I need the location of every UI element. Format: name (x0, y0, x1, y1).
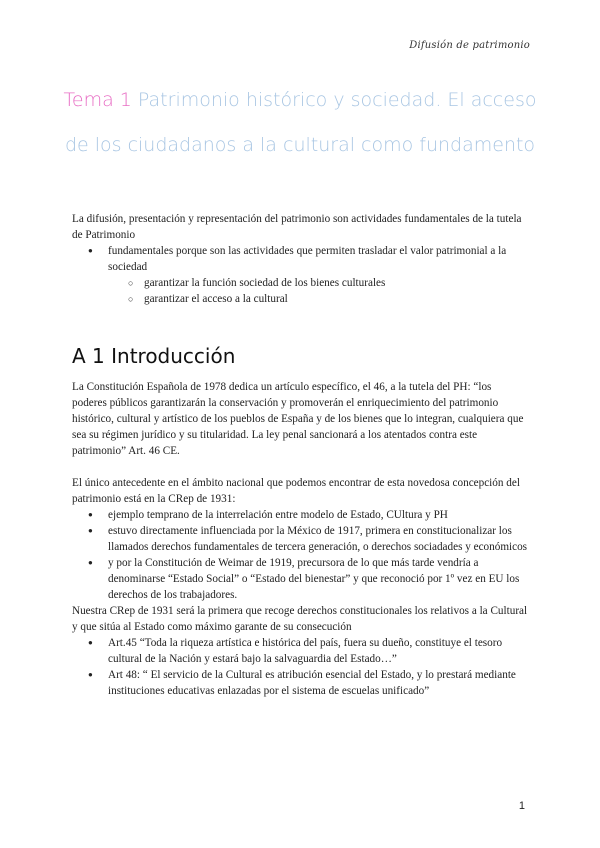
intro-sub-bullet: ○ garantizar la función sociedad de los bienes culturales (72, 275, 528, 291)
section-list-2 (72, 507, 528, 603)
page-number: 1 (518, 800, 525, 812)
page-title (60, 78, 540, 168)
list-item: ● Art.45 “Toda la riqueza artística e histórica del país, fuera su dueño, constituye el tesoro cultural de la Nación y estará bajo la salvaguardia del Estado…” (72, 635, 528, 667)
intro-sub-bullet: ○ garantizar el acceso a la cultural (72, 291, 528, 307)
section-heading: A 1 Introducción (72, 344, 236, 368)
intro-block (72, 211, 528, 307)
list-item: ● y por la Constitución de Weimar de 1919, precursora de lo que más tarde vendría a denominarse “Estado Social” o “Estado del bienestar” y que reconoció por 1º vez en EU los derechos de los trabajadores. (72, 555, 528, 603)
list-item: ● ejemplo temprano de la interrelación entre modelo de Estado, CUltura y PH (72, 507, 528, 523)
section-list-3 (72, 635, 528, 699)
section-paragraph-2: El único antecedente en el ámbito nacional que podemos encontrar de esta novedosa concepción del patrimonio está en la CRep de 1931: (72, 477, 520, 505)
section-block-2 (72, 475, 528, 699)
list-item: ● Art 48: “ El servicio de la Cultural es atribución esencial del Estado, y lo prestará mediante instituciones educativas enlazadas por el sistema de escuelas unificado” (72, 667, 528, 699)
title-text: Patrimonio histórico y sociedad. El acceso de los ciudadanos a la cultural como fundamento (64, 89, 537, 156)
intro-bullet: ● fundamentales porque son las actividades que permiten trasladar el valor patrimonial a la sociedad (72, 243, 528, 275)
intro-paragraph: La difusión, presentación y representación del patrimonio son actividades fundamentales de la tutela de Patrimonio (72, 213, 522, 241)
page-header: Difusión de patrimonio (409, 40, 530, 51)
section-paragraph-1: La Constitución Española de 1978 dedica un artículo específico, el 46, a la tutela del PH: “los poderes públicos garantizarán la conservación y promoverán el enriquecimiento del patrimonio histórico, cultural y artístico de los pueblos de España y de los bienes que lo integran, cualquiera que sea su régimen jurídico y su titularidad. La ley penal sancionará a los atentados contra este patrimonio” Art. 46 CE. (72, 381, 524, 457)
list-item: ● estuvo directamente influenciada por la México de 1917, primera en constitucionalizar los llamados derechos fundamentales de tercera generación, o derechos sociadades y económicos (72, 523, 528, 555)
intro-list (72, 243, 528, 307)
title-prefix: Tema 1 (63, 89, 132, 111)
section-paragraph-3: Nuestra CRep de 1931 será la primera que recoge derechos constitucionales los relativos a la Cultural y que sitúa al Estado como máximo garante de su consecución (72, 605, 528, 633)
